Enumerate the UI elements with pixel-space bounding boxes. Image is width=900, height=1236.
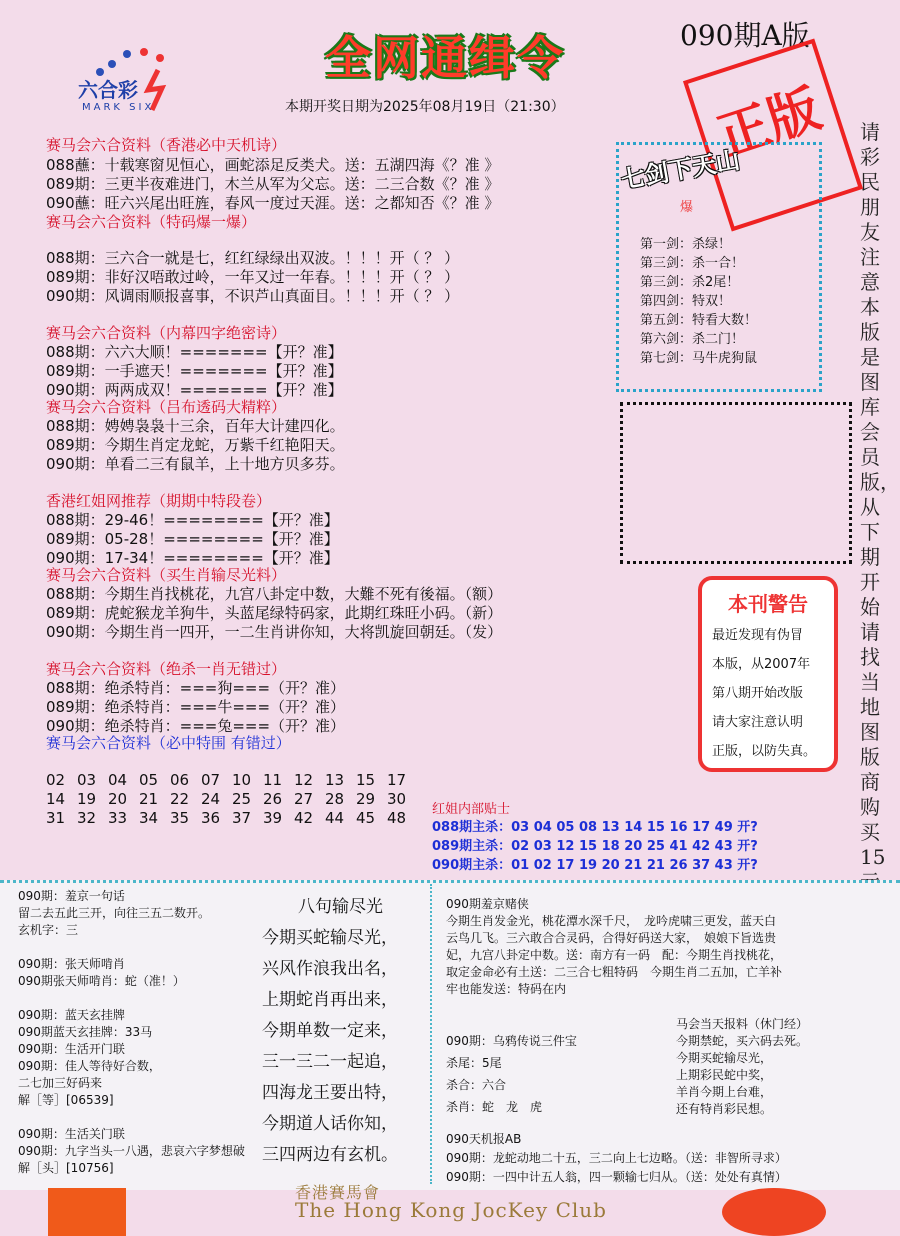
s3-line-3: 090期：两两成双！=======【开？准】: [46, 381, 343, 399]
s1-line-2: 089期：三更半夜难进门，木兰从军为父忘。送：二三合数《？准 》: [46, 175, 500, 193]
killers-title: 红姐内部贴士: [432, 802, 511, 817]
s6-line-2: 089期：虎蛇猴龙羊狗牛，头蓝尾绿特码家，此期红珠旺小码。（新）: [46, 604, 503, 622]
s2-line-1: 088期：三六合一就是七，红红绿绿出双波。！！！开（ ？ ）: [46, 249, 460, 267]
jockey-club-logo-right: [722, 1188, 826, 1236]
killer-line-3: 090期主杀：01 02 17 19 20 21 21 26 37 43 开?: [432, 858, 758, 873]
logo-subtext: MARK SIX: [82, 102, 155, 113]
bottom-left-text: 090期：羞京一句话 留二去五此三开，向往三五二数开。 玄机字：三 090期：张天师啃肖 090期张天师啃肖：蛇（准！） 090期：蓝天玄挂牌 090期蓝天玄挂牌：33马 090期：生活开门联 090期：佳人等待好合数， 二七加三好码来 解［等］[06539] 090期：生活关门联 090期：九字当头一八遇，悲哀六字梦想破 解［头］[10756]: [18, 889, 245, 1175]
burst-badge: 爆: [680, 200, 694, 215]
side-notice: 请彩民朋友注意本版是图库会员版，从下期开始请找当地图版商购买15: [860, 120, 900, 869]
s6-line-1: 088期：今期生肖找桃花，九宫八卦定中数，大難不死有後福。（额）: [46, 585, 503, 603]
s2-line-3: 090期：风调雨顺报喜事，不识芦山真面目。！！！开（ ？ ）: [46, 287, 460, 305]
number-row-1: 02 03 04 05 06 07 10 11 12 13 15 17: [46, 771, 407, 789]
seven-swords-title: 七剑下天山: [618, 144, 742, 195]
issue-label: 090期A版: [680, 19, 810, 52]
section-title-7: 赛马会六合资料（绝杀一肖无错过）: [46, 660, 287, 678]
s3-line-2: 089期：一手遮天！=======【开？准】: [46, 362, 343, 380]
warning-title: 本刊警告: [728, 592, 808, 616]
section-title-3: 赛马会六合资料（内幕四字绝密诗）: [46, 324, 287, 342]
bottom-right-text: 090期羞京赌侠 今期生肖发金光，桃花潭水深千尺， 龙吟虎啸三更发，蓝天白 云鸟几飞。三六敢合合灵码，合得好码送大家， 娘娘下旨选贵 妃，九宫八卦定中数。送：南方有一码 配：今期生肖找桃花， 取定金命必有土送：二三合七粗特码 今期生肖二五加，亡羊补 牢也能发送：特码在内: [446, 897, 783, 996]
killer-line-2: 089期主杀：02 03 12 15 18 20 25 41 42 43 开?: [432, 839, 758, 854]
section-title-2: 赛马会六合资料（特码爆一爆）: [46, 213, 257, 231]
s5-line-1: 088期：29-46！========【开？准】: [46, 511, 339, 529]
racing-club-tips: 马会当天报料（休门经） 今期禁蛇，买六码去死。 今期买蛇输尽光， 上期彩民蛇中奖， 羊肖今期上台难， 还有特肖彩民想。: [676, 1017, 809, 1116]
page-title: 全网通缉令: [325, 31, 565, 85]
s5-line-2: 089期：05-28！========【开？准】: [46, 530, 339, 548]
number-row-2: 14 19 20 21 22 24 25 26 27 28 29 30: [46, 790, 407, 808]
s4-line-3: 090期：单看二三有鼠羊，上十地方贝多芬。: [46, 455, 345, 473]
s1-line-3: 090蘸：旺六兴尾出旺旌，春风一度过天涯。送：之都知否《？准 》: [46, 194, 500, 212]
section-title-6: 赛马会六合资料（买生肖输尽光料）: [46, 566, 287, 584]
empty-dotted-box: [620, 402, 852, 564]
section-title-1: 赛马会六合资料（香港必中天机诗）: [46, 136, 287, 154]
s2-line-2: 089期：非好汉唔敢过岭，一年又过一年春。！！！开（ ？ ）: [46, 268, 460, 286]
section-title-5: 香港红姐网推荐（期期中特段卷）: [46, 492, 272, 510]
crow-tips: 090期：乌鸦传说三件宝 杀尾：5尾 杀合：六合 杀肖：蛇 龙 虎: [446, 1034, 577, 1114]
s4-line-2: 089期：今期生肖定龙蛇，万紫千红艳阳天。: [46, 436, 345, 454]
s4-line-1: 088期：娉娉袅袅十三余，百年大计建四化。: [46, 417, 345, 435]
s7-line-1: 088期：绝杀特肖：===狗===（开？准）: [46, 679, 346, 697]
s7-line-2: 089期：绝杀特肖：===牛===（开？准）: [46, 698, 346, 716]
footer-text: The Hong Kong JocKey Club: [295, 1198, 607, 1222]
s1-line-1: 088蘸：十载寒窗见恒心，画蛇添足反类犬。送：五湖四海《？准 》: [46, 156, 500, 174]
s3-line-1: 088期：六六大顺！=======【开？准】: [46, 343, 343, 361]
bottom-divider: [430, 884, 434, 1184]
logo-text: 六合彩: [78, 78, 138, 102]
number-row-3: 31 32 33 34 35 36 37 39 42 44 45 48: [46, 809, 407, 827]
s6-line-3: 090期：今期生肖一四开，一二生肖讲你知，大将凯旋回朝廷。（发）: [46, 623, 503, 641]
tianji-tips: 090天机报AB 090期：龙蛇动地二十五，三二向上七边略。（送：非智所寻求） 090期：一四中计五人翁，四一颗输七归从。（送：处处有真情）: [446, 1132, 787, 1184]
s7-line-3: 090期：绝杀特肖：===兔===（开？准）: [46, 717, 346, 735]
killer-line-1: 088期主杀：03 04 05 08 13 14 15 16 17 49 开?: [432, 820, 758, 835]
section-title-4: 赛马会六合资料（吕布透码大精粹）: [46, 398, 287, 416]
footer-text-cn: 香港賽馬會: [295, 1183, 381, 1202]
mark-six-logo: [72, 46, 192, 118]
jockey-club-logo-left: [48, 1188, 126, 1236]
section-title-8: 赛马会六合资料（必中特围 有错过）: [46, 734, 291, 752]
poem-block: 八句输尽光 今期买蛇输尽光， 兴风作浪我出名， 上期蛇肖再出来， 今期单数一定来， 三一三二一起追， 四海龙王要出特， 今期道人话你知， 三四两边有玄机。: [262, 897, 398, 1165]
genuine-stamp: 正版: [683, 39, 863, 232]
seven-swords-list: 第一剑：杀绿！ 第三剑：杀一合！ 第三剑：杀2尾！ 第四剑：特双！ 第五剑：特看大数！ 第六剑：杀二门！ 第七剑：马牛虎狗鼠: [640, 237, 758, 366]
draw-date: 本期开奖日期为2025年08月19日（21:30）: [285, 99, 565, 115]
warning-box: 本刊警告 最近发现有伪冒 本版，从2007年 第八期开始改版 请大家注意认明 正版，以防失真。: [698, 576, 838, 772]
s5-line-3: 090期：17-34！========【开？准】: [46, 549, 339, 567]
